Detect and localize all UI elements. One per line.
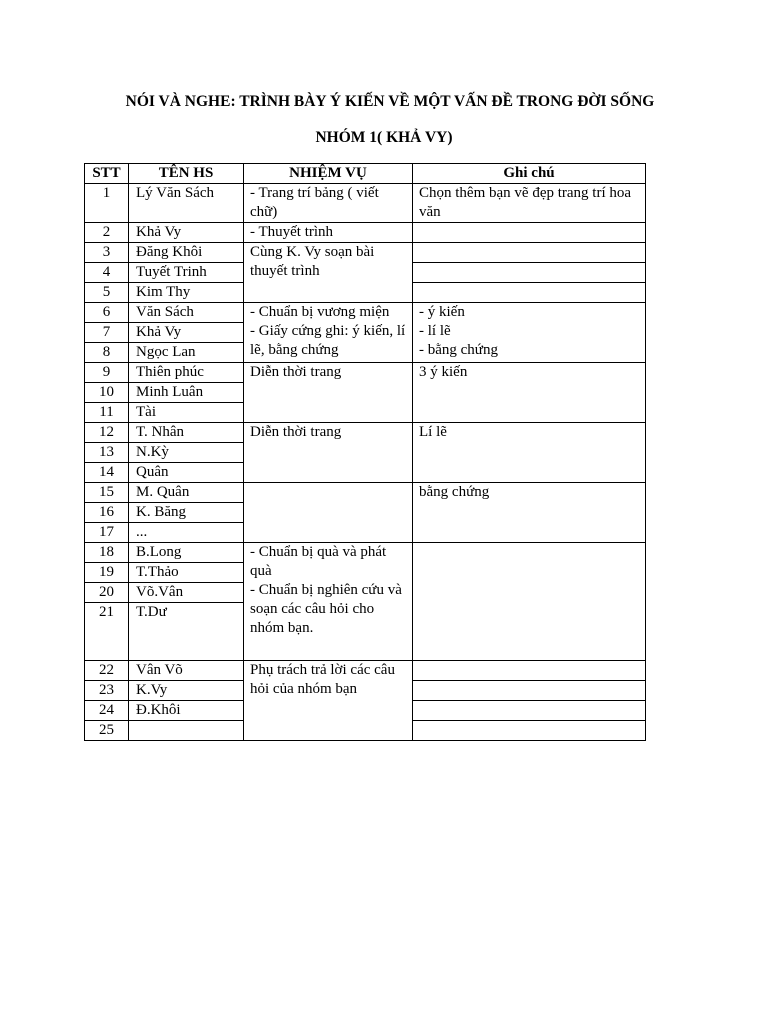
note-line: - ý kiến — [419, 304, 465, 320]
row-name: B.Long — [129, 543, 244, 563]
row-name: M. Quân — [129, 483, 244, 503]
row-name: Quân — [129, 463, 244, 483]
row-stt: 12 — [85, 423, 129, 443]
note-cell — [413, 543, 646, 661]
table-row — [85, 483, 646, 503]
task-cell — [244, 483, 413, 543]
row-stt: 20 — [85, 583, 129, 603]
header-note: Ghi chú — [413, 164, 646, 184]
row-name: K.Vy — [129, 681, 244, 701]
row-name: ... — [129, 523, 244, 543]
task-cell: - Trang trí bảng ( viết chữ) — [244, 184, 413, 223]
note-cell: 3 ý kiến — [413, 363, 646, 423]
row-stt: 18 — [85, 543, 129, 563]
row-name: Đăng Khôi — [129, 243, 244, 263]
note-cell — [413, 661, 646, 681]
row-name: N.Kỳ — [129, 443, 244, 463]
task-cell — [244, 303, 413, 363]
row-stt: 7 — [85, 323, 129, 343]
task-cell: Phụ trách trả lời các câu hỏi của nhóm bạn — [244, 661, 413, 741]
row-stt: 5 — [85, 283, 129, 303]
table-row — [85, 543, 646, 563]
row-name: Văn Sách — [129, 303, 244, 323]
assignment-table — [84, 163, 646, 741]
header-name: TÊN HS — [129, 164, 244, 184]
row-stt: 19 — [85, 563, 129, 583]
note-cell — [413, 263, 646, 283]
note-cell — [413, 283, 646, 303]
task-line: - Chuẩn bị vương miện — [250, 304, 390, 320]
group-subtitle: NHÓM 1( KHẢ VY) — [315, 129, 453, 146]
table-header-row — [85, 164, 646, 184]
row-name: Khả Vy — [129, 323, 244, 343]
table-row — [85, 184, 646, 223]
row-name: K. Băng — [129, 503, 244, 523]
row-name: Lý Văn Sách — [129, 184, 244, 223]
note-line: - lí lẽ — [419, 323, 451, 339]
task-cell: Cùng K. Vy soạn bài thuyết trình — [244, 243, 413, 303]
task-line: - Giấy cứng ghi: ý kiến, lí lẽ, bằng chứng — [250, 323, 406, 358]
row-stt: 1 — [85, 184, 129, 223]
row-name: Thiên phúc — [129, 363, 244, 383]
task-cell — [244, 543, 413, 661]
table-row — [85, 423, 646, 443]
row-name: Võ.Vân — [129, 583, 244, 603]
table-row — [85, 223, 646, 243]
row-name: Tuyết Trinh — [129, 263, 244, 283]
row-stt: 25 — [85, 721, 129, 741]
task-cell: Diễn thời trang — [244, 423, 413, 483]
row-stt: 22 — [85, 661, 129, 681]
row-stt: 15 — [85, 483, 129, 503]
note-cell: Chọn thêm bạn vẽ đẹp trang trí hoa văn — [413, 184, 646, 223]
row-name: Tài — [129, 403, 244, 423]
task-line: - Chuẩn bị quà và phát quà — [250, 544, 387, 579]
row-stt: 14 — [85, 463, 129, 483]
row-name — [129, 721, 244, 741]
row-stt: 17 — [85, 523, 129, 543]
task-cell: Diễn thời trang — [244, 363, 413, 423]
note-cell — [413, 701, 646, 721]
row-stt: 2 — [85, 223, 129, 243]
note-cell: bằng chứng — [413, 483, 646, 543]
note-line: - bằng chứng — [419, 342, 498, 358]
row-name: Khả Vy — [129, 223, 244, 243]
row-stt: 24 — [85, 701, 129, 721]
table-row — [85, 661, 646, 681]
row-stt: 4 — [85, 263, 129, 283]
note-cell — [413, 303, 646, 363]
row-name: Minh Luân — [129, 383, 244, 403]
row-stt: 11 — [85, 403, 129, 423]
header-stt: STT — [85, 164, 129, 184]
note-cell — [413, 243, 646, 263]
row-stt: 21 — [85, 603, 129, 661]
row-stt: 16 — [85, 503, 129, 523]
note-cell — [413, 721, 646, 741]
row-name: T.Thảo — [129, 563, 244, 583]
table-row — [85, 243, 646, 263]
note-cell: Lí lẽ — [413, 423, 646, 483]
table-row — [85, 363, 646, 383]
page-title: NÓI VÀ NGHE: TRÌNH BÀY Ý KIẾN VỀ MỘT VẤN ĐỀ TRONG ĐỜI SỐNG — [125, 93, 655, 110]
row-stt: 13 — [85, 443, 129, 463]
row-stt: 8 — [85, 343, 129, 363]
row-name: T.Dư — [129, 603, 244, 661]
note-cell — [413, 681, 646, 701]
row-name: Ngọc Lan — [129, 343, 244, 363]
row-stt: 3 — [85, 243, 129, 263]
row-stt: 6 — [85, 303, 129, 323]
row-name: T. Nhân — [129, 423, 244, 443]
note-cell — [413, 223, 646, 243]
table-row — [85, 303, 646, 323]
row-name: Vân Võ — [129, 661, 244, 681]
row-name: Kim Thy — [129, 283, 244, 303]
task-cell: - Thuyết trình — [244, 223, 413, 243]
row-stt: 9 — [85, 363, 129, 383]
task-line: - Chuẩn bị nghiên cứu và soạn các câu hỏi cho nhóm bạn. — [250, 582, 402, 636]
header-task: NHIỆM VỤ — [244, 164, 413, 184]
row-name: Đ.Khôi — [129, 701, 244, 721]
row-stt: 10 — [85, 383, 129, 403]
row-stt: 23 — [85, 681, 129, 701]
